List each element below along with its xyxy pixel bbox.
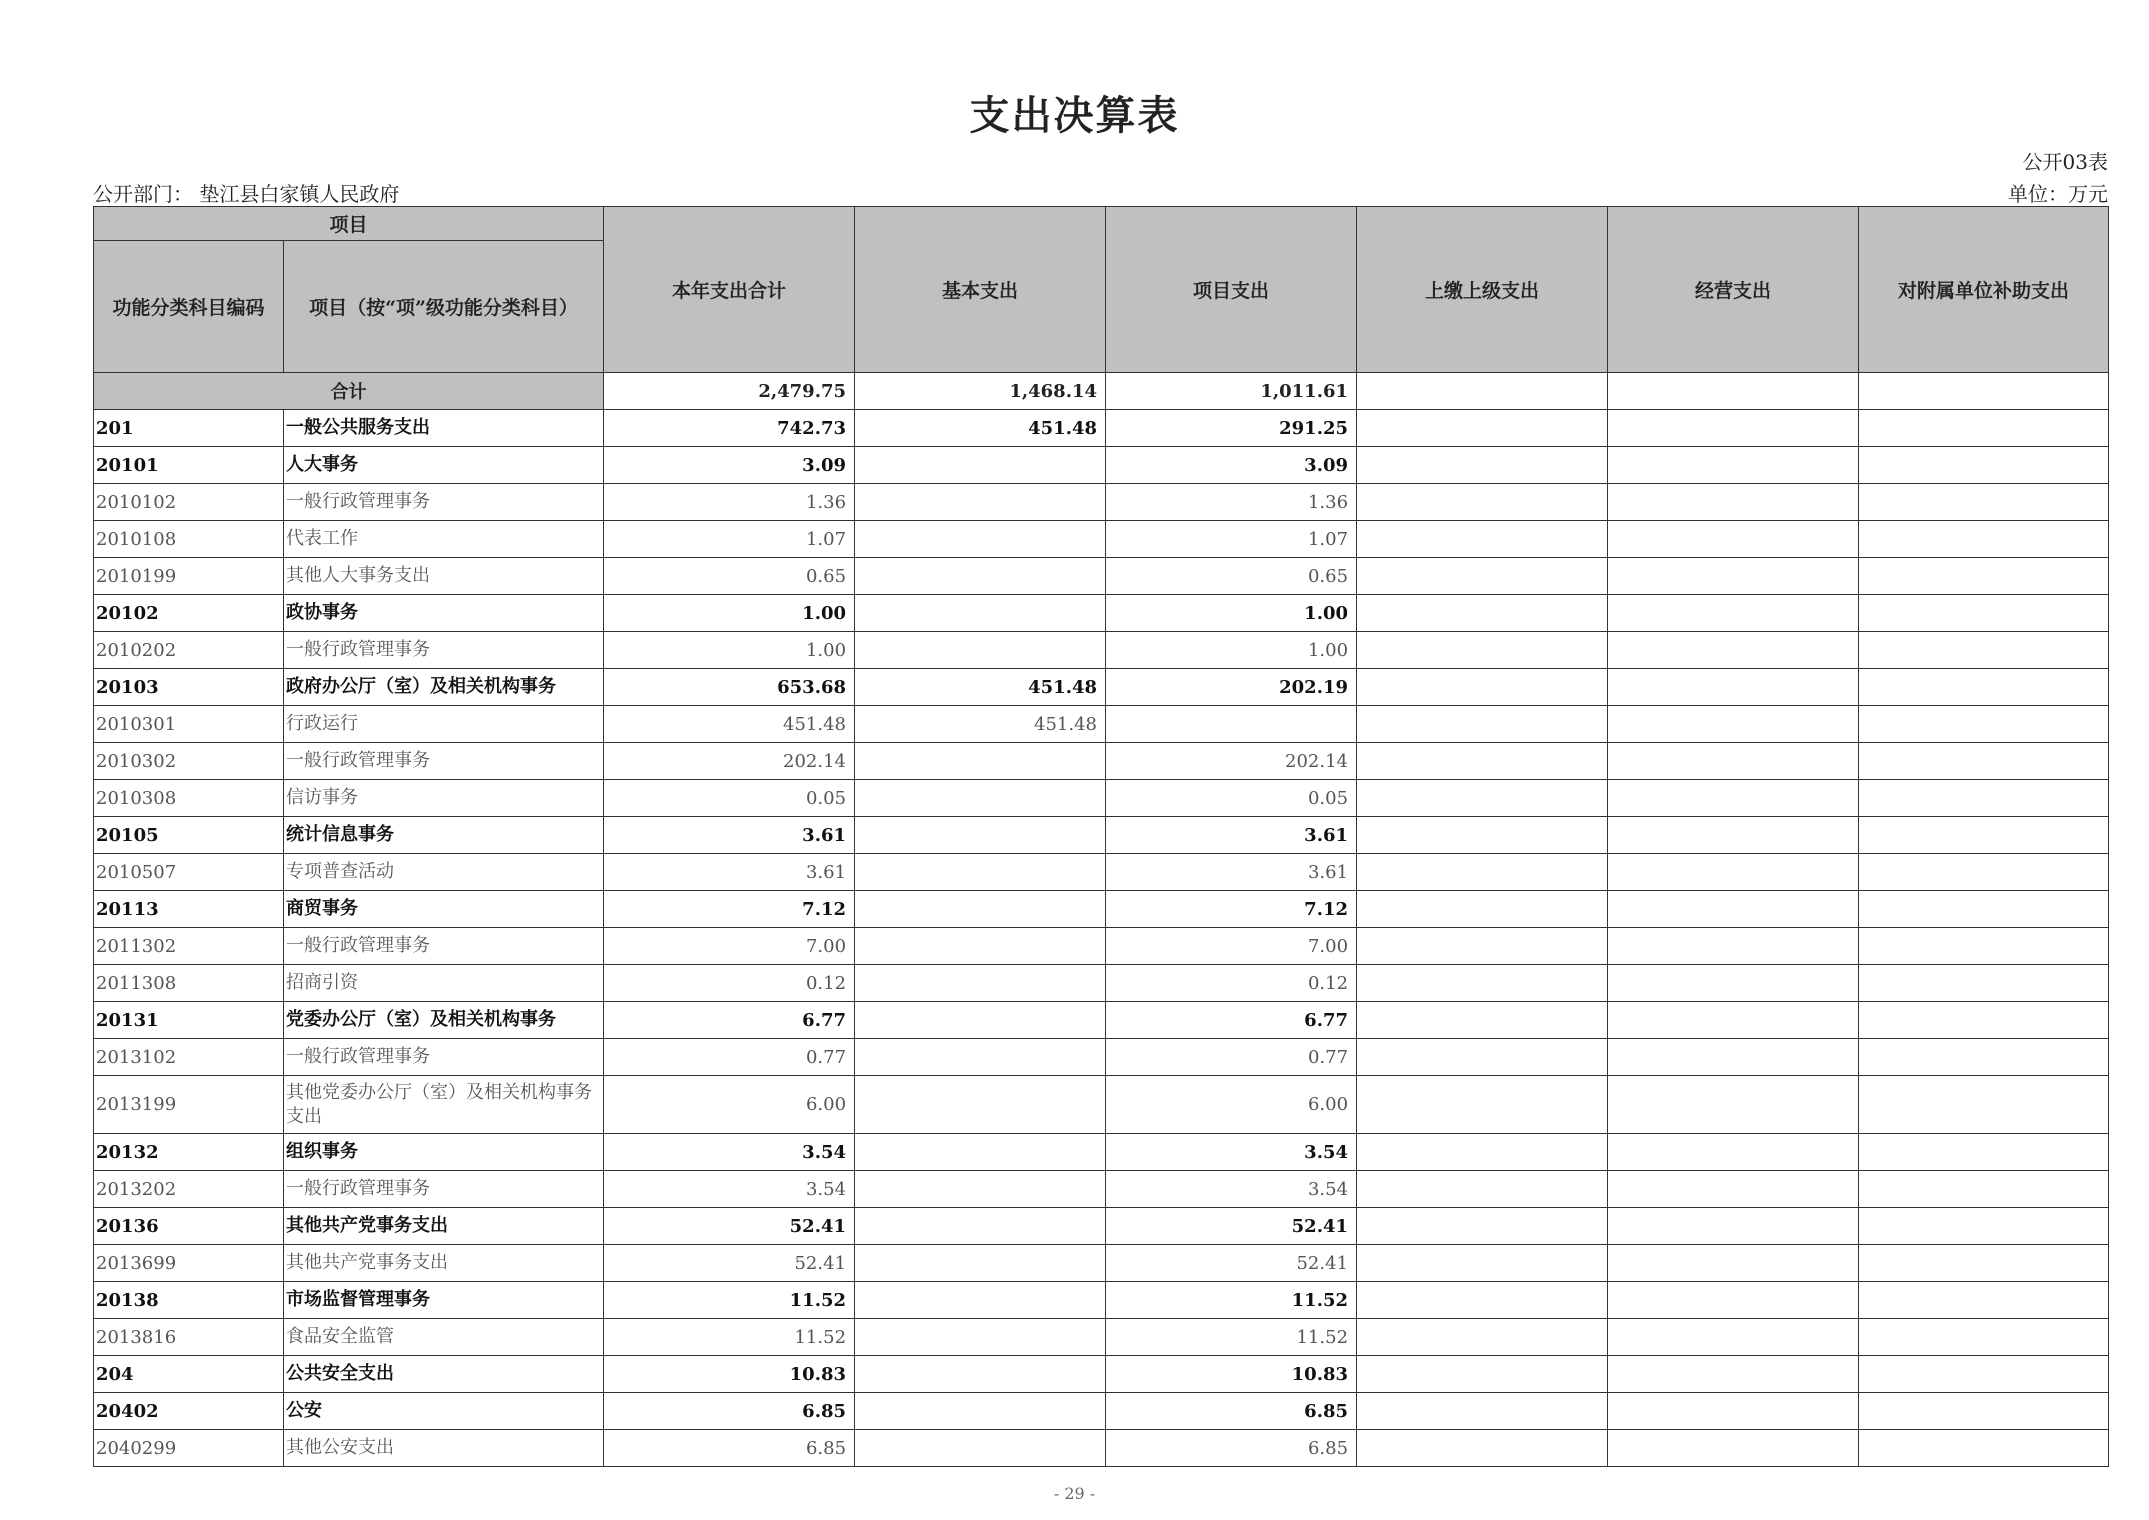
row-basic [855,1282,1106,1319]
row-name: 专项普查活动 [284,854,604,891]
row-superior [1357,780,1608,817]
header-name: 项目（按“项”级功能分类科目） [284,241,604,373]
row-project: 7.00 [1106,928,1357,965]
row-code: 2011302 [94,928,284,965]
row-project: 3.54 [1106,1171,1357,1208]
row-superior [1357,1134,1608,1171]
row-business [1608,1171,1859,1208]
row-business [1608,1430,1859,1467]
row-project: 6.85 [1106,1393,1357,1430]
row-business [1608,1039,1859,1076]
row-project: 3.61 [1106,817,1357,854]
row-superior [1357,928,1608,965]
row-subsidy [1859,1076,2109,1134]
row-superior [1357,1002,1608,1039]
row-business [1608,780,1859,817]
row-project: 1.36 [1106,484,1357,521]
row-total: 202.14 [604,743,855,780]
form-number: 公开03表 [2022,150,2108,174]
row-superior [1357,706,1608,743]
row-business [1608,1245,1859,1282]
row-basic [855,891,1106,928]
table-row [94,1245,2109,1282]
row-code: 2010301 [94,706,284,743]
row-basic [855,743,1106,780]
unit-label: 单位：万元 [2008,182,2108,206]
table-row [94,854,2109,891]
row-project: 0.77 [1106,1039,1357,1076]
row-superior [1357,484,1608,521]
row-business [1608,410,1859,447]
row-basic [855,484,1106,521]
row-superior [1357,521,1608,558]
table-row [94,1319,2109,1356]
row-business [1608,1134,1859,1171]
row-business [1608,521,1859,558]
row-subsidy [1859,1356,2109,1393]
row-business [1608,743,1859,780]
table-row [94,965,2109,1002]
row-basic [855,1208,1106,1245]
table-row [94,595,2109,632]
row-subsidy [1859,410,2109,447]
row-superior [1357,1430,1608,1467]
table-row [94,1076,2109,1134]
table-row [94,1282,2109,1319]
total-basic: 1,468.14 [855,373,1106,410]
header-project: 项目支出 [1106,207,1357,373]
row-project: 52.41 [1106,1245,1357,1282]
row-superior [1357,1245,1608,1282]
row-code: 2011308 [94,965,284,1002]
row-superior [1357,1208,1608,1245]
table-row [94,410,2109,447]
row-superior [1357,558,1608,595]
row-name: 代表工作 [284,521,604,558]
row-superior [1357,1319,1608,1356]
row-basic [855,817,1106,854]
row-total: 1.36 [604,484,855,521]
row-name: 一般行政管理事务 [284,632,604,669]
row-total: 0.05 [604,780,855,817]
row-business [1608,817,1859,854]
row-basic [855,928,1106,965]
row-code: 2013199 [94,1076,284,1134]
table-row [94,447,2109,484]
row-business [1608,706,1859,743]
row-code: 2010308 [94,780,284,817]
row-business [1608,558,1859,595]
table-row [94,1356,2109,1393]
row-project: 202.19 [1106,669,1357,706]
total-label: 合计 [94,373,604,410]
row-project: 52.41 [1106,1208,1357,1245]
row-total: 0.12 [604,965,855,1002]
table-row [94,632,2109,669]
row-name: 其他共产党事务支出 [284,1245,604,1282]
page-title: 支出决算表 [969,92,1180,139]
table-row [94,743,2109,780]
row-code: 20103 [94,669,284,706]
row-basic [855,1319,1106,1356]
row-total: 1.07 [604,521,855,558]
row-subsidy [1859,1245,2109,1282]
row-total: 0.77 [604,1039,855,1076]
row-name: 一般行政管理事务 [284,484,604,521]
row-subsidy [1859,706,2109,743]
row-name: 市场监督管理事务 [284,1282,604,1319]
page-number: - 29 - [1053,1484,1096,1503]
row-total: 3.61 [604,817,855,854]
row-code: 20113 [94,891,284,928]
row-business [1608,854,1859,891]
row-name: 党委办公厅（室）及相关机构事务 [284,1002,604,1039]
row-basic [855,1430,1106,1467]
header-basic: 基本支出 [855,207,1106,373]
row-subsidy [1859,965,2109,1002]
row-name: 公共安全支出 [284,1356,604,1393]
row-project: 6.77 [1106,1002,1357,1039]
total-subsidy [1859,373,2109,410]
row-project [1106,706,1357,743]
row-code: 20402 [94,1393,284,1430]
row-basic [855,1171,1106,1208]
row-business [1608,1076,1859,1134]
row-project: 3.09 [1106,447,1357,484]
row-total: 7.12 [604,891,855,928]
header-business: 经营支出 [1608,207,1859,373]
row-basic [855,558,1106,595]
table-row [94,1208,2109,1245]
header-code: 功能分类科目编码 [94,241,284,373]
row-subsidy [1859,743,2109,780]
table-row [94,817,2109,854]
row-total: 10.83 [604,1356,855,1393]
row-code: 204 [94,1356,284,1393]
row-name: 商贸事务 [284,891,604,928]
row-name: 其他党委办公厅（室）及相关机构事务支出 [284,1076,604,1134]
row-superior [1357,632,1608,669]
row-code: 2010102 [94,484,284,521]
row-total: 3.54 [604,1134,855,1171]
row-name: 其他共产党事务支出 [284,1208,604,1245]
row-basic [855,854,1106,891]
row-project: 7.12 [1106,891,1357,928]
row-code: 2040299 [94,1430,284,1467]
row-basic [855,780,1106,817]
row-subsidy [1859,484,2109,521]
row-total: 451.48 [604,706,855,743]
row-business [1608,965,1859,1002]
row-business [1608,1002,1859,1039]
row-name: 人大事务 [284,447,604,484]
row-project: 3.61 [1106,854,1357,891]
row-subsidy [1859,521,2109,558]
row-basic [855,965,1106,1002]
row-subsidy [1859,817,2109,854]
row-business [1608,669,1859,706]
row-superior [1357,447,1608,484]
total-amount: 2,479.75 [604,373,855,410]
total-row [94,373,2109,410]
row-basic: 451.48 [855,669,1106,706]
row-total: 11.52 [604,1282,855,1319]
row-superior [1357,595,1608,632]
row-total: 11.52 [604,1319,855,1356]
table-row [94,1171,2109,1208]
row-basic [855,1134,1106,1171]
row-basic: 451.48 [855,706,1106,743]
row-project: 11.52 [1106,1319,1357,1356]
row-business [1608,928,1859,965]
header-subsidy: 对附属单位补助支出 [1859,207,2109,373]
row-superior [1357,1393,1608,1430]
row-code: 20101 [94,447,284,484]
row-project: 202.14 [1106,743,1357,780]
table-row [94,1002,2109,1039]
row-total: 3.61 [604,854,855,891]
row-name: 一般公共服务支出 [284,410,604,447]
total-project: 1,011.61 [1106,373,1357,410]
row-business [1608,891,1859,928]
row-code: 2013816 [94,1319,284,1356]
row-superior [1357,1076,1608,1134]
row-superior [1357,743,1608,780]
row-project: 10.83 [1106,1356,1357,1393]
row-code: 2010507 [94,854,284,891]
row-name: 组织事务 [284,1134,604,1171]
row-superior [1357,854,1608,891]
row-code: 20138 [94,1282,284,1319]
row-name: 政府办公厅（室）及相关机构事务 [284,669,604,706]
row-total: 1.00 [604,595,855,632]
row-superior [1357,817,1608,854]
row-code: 2013699 [94,1245,284,1282]
row-project: 0.05 [1106,780,1357,817]
row-name: 一般行政管理事务 [284,928,604,965]
row-name: 政协事务 [284,595,604,632]
row-superior [1357,1171,1608,1208]
row-subsidy [1859,1430,2109,1467]
row-subsidy [1859,1002,2109,1039]
row-code: 20131 [94,1002,284,1039]
table-row [94,780,2109,817]
row-subsidy [1859,447,2109,484]
row-superior [1357,1356,1608,1393]
row-name: 一般行政管理事务 [284,743,604,780]
row-business [1608,484,1859,521]
row-code: 2010199 [94,558,284,595]
row-subsidy [1859,632,2109,669]
row-total: 653.68 [604,669,855,706]
row-name: 信访事务 [284,780,604,817]
row-project: 11.52 [1106,1282,1357,1319]
row-code: 201 [94,410,284,447]
row-project: 0.65 [1106,558,1357,595]
row-basic [855,1245,1106,1282]
row-subsidy [1859,780,2109,817]
row-name: 公安 [284,1393,604,1430]
row-total: 0.65 [604,558,855,595]
row-business [1608,595,1859,632]
row-name: 其他人大事务支出 [284,558,604,595]
row-subsidy [1859,1208,2109,1245]
row-superior [1357,965,1608,1002]
table-row [94,928,2109,965]
row-subsidy [1859,669,2109,706]
row-business [1608,447,1859,484]
row-code: 2010202 [94,632,284,669]
row-subsidy [1859,928,2109,965]
row-subsidy [1859,1393,2109,1430]
row-project: 3.54 [1106,1134,1357,1171]
row-basic [855,1356,1106,1393]
row-basic [855,447,1106,484]
table-row [94,1430,2109,1467]
row-code: 20105 [94,817,284,854]
row-subsidy [1859,1039,2109,1076]
row-total: 52.41 [604,1245,855,1282]
row-project: 6.00 [1106,1076,1357,1134]
row-project: 6.85 [1106,1430,1357,1467]
row-superior [1357,891,1608,928]
row-subsidy [1859,595,2109,632]
table-row [94,1039,2109,1076]
row-total: 6.85 [604,1430,855,1467]
row-code: 20136 [94,1208,284,1245]
row-subsidy [1859,854,2109,891]
table-row [94,706,2109,743]
row-basic [855,1039,1106,1076]
row-project: 1.00 [1106,632,1357,669]
total-superior [1357,373,1608,410]
row-superior [1357,1039,1608,1076]
row-total: 742.73 [604,410,855,447]
row-business [1608,1356,1859,1393]
row-superior [1357,410,1608,447]
table-row [94,484,2109,521]
header-superior: 上缴上级支出 [1357,207,1608,373]
row-subsidy [1859,1134,2109,1171]
table-row [94,1393,2109,1430]
row-subsidy [1859,558,2109,595]
row-business [1608,1282,1859,1319]
row-business [1608,1319,1859,1356]
row-superior [1357,1282,1608,1319]
row-name: 统计信息事务 [284,817,604,854]
row-project: 1.07 [1106,521,1357,558]
row-basic: 451.48 [855,410,1106,447]
table-row [94,669,2109,706]
row-name: 一般行政管理事务 [284,1039,604,1076]
row-total: 1.00 [604,632,855,669]
row-business [1608,632,1859,669]
table-row [94,891,2109,928]
table-row [94,521,2109,558]
table-row [94,1134,2109,1171]
row-basic [855,595,1106,632]
row-subsidy [1859,1319,2109,1356]
row-name: 其他公安支出 [284,1430,604,1467]
row-business [1608,1208,1859,1245]
row-total: 3.54 [604,1171,855,1208]
row-project: 1.00 [1106,595,1357,632]
row-basic [855,1076,1106,1134]
header-project-group: 项目 [94,207,604,241]
row-basic [855,632,1106,669]
row-code: 2010302 [94,743,284,780]
row-code: 2013202 [94,1171,284,1208]
row-total: 6.77 [604,1002,855,1039]
row-total: 6.00 [604,1076,855,1134]
row-subsidy [1859,891,2109,928]
row-superior [1357,669,1608,706]
row-name: 招商引资 [284,965,604,1002]
row-name: 食品安全监管 [284,1319,604,1356]
row-basic [855,521,1106,558]
row-code: 2013102 [94,1039,284,1076]
table-row [94,558,2109,595]
row-subsidy [1859,1282,2109,1319]
header-total: 本年支出合计 [604,207,855,373]
row-total: 3.09 [604,447,855,484]
row-basic [855,1002,1106,1039]
row-subsidy [1859,1171,2109,1208]
total-business [1608,373,1859,410]
row-name: 一般行政管理事务 [284,1171,604,1208]
row-total: 7.00 [604,928,855,965]
row-total: 6.85 [604,1393,855,1430]
row-project: 0.12 [1106,965,1357,1002]
department-label: 公开部门： 垫江县白家镇人民政府 [93,182,400,206]
expenditure-table [93,206,2109,1467]
row-code: 20102 [94,595,284,632]
row-code: 2010108 [94,521,284,558]
row-code: 20132 [94,1134,284,1171]
row-basic [855,1393,1106,1430]
row-business [1608,1393,1859,1430]
row-project: 291.25 [1106,410,1357,447]
row-total: 52.41 [604,1208,855,1245]
row-name: 行政运行 [284,706,604,743]
